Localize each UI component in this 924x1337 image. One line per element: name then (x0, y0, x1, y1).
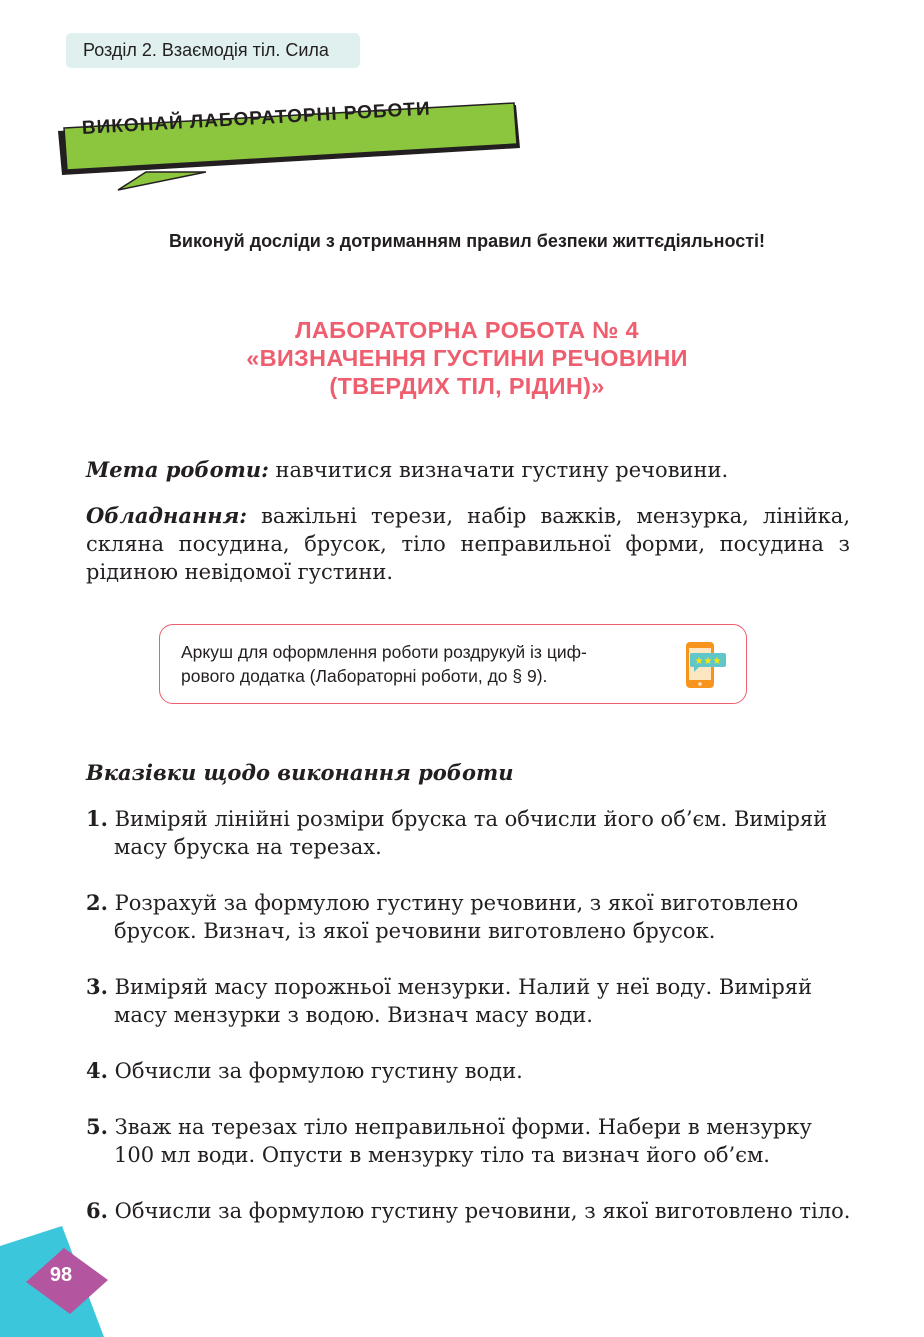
lab-title-line: «ВИЗНАЧЕННЯ ГУСТИНИ РЕЧОВИНИ (246, 345, 688, 371)
step-text: Виміряй лінійні розміри бруска та обчисли його об’єм. Виміряй (107, 807, 828, 831)
step-text: Виміряй масу порожньої мензурки. Налий у неї воду. Виміряй (107, 975, 813, 999)
instruction-step (86, 805, 852, 861)
phone-rating-icon (682, 640, 730, 690)
instruction-step (86, 1113, 852, 1169)
lab-title-line: (ТВЕРДИХ ТІЛ, РІДИН)» (329, 373, 605, 399)
instructions-heading: Вказівки щодо виконання роботи (86, 760, 514, 785)
print-note-line: рового додатка (Лабораторні роботи, до § 9). (181, 666, 548, 686)
banner-label: ВИКОНАЙ ЛАБОРАТОРНІ РОБОТИ (81, 98, 432, 139)
step-number: 4. (86, 1058, 108, 1083)
instruction-step (86, 1197, 852, 1225)
goal-text: навчитися визначати густину речовини. (268, 458, 729, 482)
step-text: Обчисли за формулою густину речовини, з якої виготовлено тіло. (107, 1199, 851, 1223)
equipment-paragraph (86, 502, 850, 586)
page-number: 98 (49, 1264, 73, 1286)
step-number: 2. (86, 890, 108, 915)
step-number: 6. (86, 1198, 108, 1223)
equipment-text: важільні терези, набір важків, мензурка, лінійка, скляна посудина, брусок, тіло неправильної форми, посудина з рідиною невідомої густини. (86, 504, 850, 584)
step-text: масу мензурки з водою. Визнач масу води. (114, 1003, 593, 1027)
instruction-step (86, 889, 852, 945)
print-note-text (181, 640, 681, 688)
lab-title (0, 316, 924, 400)
step-text: масу бруска на терезах. (114, 835, 382, 859)
step-text: Розрахуй за формулою густину речовини, з якої виготовлено (107, 891, 799, 915)
instruction-step (86, 1057, 852, 1085)
step-number: 1. (86, 806, 108, 831)
goal-paragraph (86, 456, 850, 484)
instruction-step (86, 973, 852, 1029)
step-text: Обчисли за формулою густину води. (107, 1059, 523, 1083)
lab-title-line: ЛАБОРАТОРНА РОБОТА № 4 (295, 317, 639, 343)
step-number: 3. (86, 974, 108, 999)
section-header: Розділ 2. Взаємодія тіл. Сила (66, 33, 360, 68)
svg-text:★★★: ★★★ (694, 656, 722, 667)
safety-note: Виконуй досліди з дотриманням правил безпеки життєдіяльності! (168, 231, 766, 251)
print-note-line: Аркуш для оформлення роботи роздрукуй із циф- (181, 642, 587, 662)
step-text: Зваж на терезах тіло неправильної форми. Набери в мензурку (107, 1115, 812, 1139)
goal-label: Мета роботи: (86, 457, 269, 482)
equipment-label: Обладнання: (86, 503, 248, 528)
step-number: 5. (86, 1114, 108, 1139)
step-text: 100 мл води. Опусти в мензурку тіло та визнач його об’єм. (114, 1143, 770, 1167)
step-text: брусок. Визнач, із якої речовини виготовлено брусок. (114, 919, 716, 943)
